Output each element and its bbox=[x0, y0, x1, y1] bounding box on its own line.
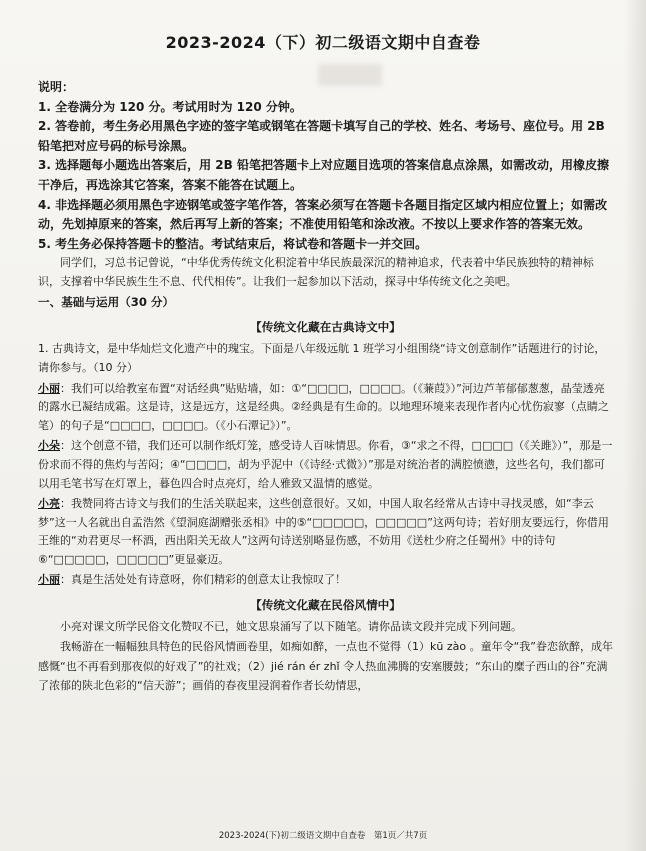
speaker-name: 小朵 bbox=[38, 439, 60, 453]
dialogue-text: ：真是生活处处有诗意呀，你们精彩的创意太让我惊叹了！ bbox=[60, 573, 346, 587]
question-1: 1. 古典诗文，是中华灿烂文化遗产中的瑰宝。下面是八年级远航 1 班学习小组围绕“诗文创意制作”话题进行的讨论，请你参与。（10 分） bbox=[38, 342, 606, 374]
intro-paragraph: 同学们，习总书记曾说，“中华优秀传统文化积淀着中华民族最深沉的精神追求，代表着中华民族独特的精神标识，支撑着中华民族生生不息、代代相传”。让我们一起参加以下活动，探寻中华传统文化之美吧。 bbox=[38, 256, 594, 288]
subsection-folk-heading: 【传统文化藏在民俗风情中】 bbox=[250, 598, 401, 613]
speaker-name: 小丽 bbox=[38, 381, 60, 395]
dialogue-text: ：我赞同将古诗文与我们的生活关联起来，这些创意很好。又如，中国人取名经常从古诗中寻找灵感，如“李云梦”这一人名就出自孟浩然《望洞庭湖赠张丞相》中的⑤“□□□□□，□□□□□”这两句诗；若好朋友要远行，你借用王维的“劝君更尽一杯酒，西出阳关无故人”这两句诗送别略显伤感，不妨用《送杜少府之任蜀州》中的诗句⑥“□□□□□，□□□□□”更显豪迈。 bbox=[38, 497, 609, 566]
note-item-2: 2. 答卷前，考生务必用黑色字迹的签字笔或钢笔在答题卡填写自己的学校、姓名、考场号、座位号。用 2B 铅笔把对应号码的标号涂黑。 bbox=[38, 119, 605, 153]
page-footer: 2023-2024(下)初二级语文期中自查卷 第1页／共7页 bbox=[218, 831, 428, 841]
page-edge-shadow bbox=[624, 0, 646, 851]
dialogue-line-3 bbox=[38, 495, 613, 569]
section-1-heading: 一、基础与运用（30 分） bbox=[38, 294, 175, 309]
note-item-1: 1. 全卷满分为 120 分。考试用时为 120 分钟。 bbox=[38, 99, 302, 114]
note-item-3: 3. 选择题每小题选出答案后，用 2B 铅笔把答题卡上对应题目选项的答案信息点涂黑，如需改动，用橡皮擦干净后，再选涂其它答案，答案不能答在试题上。 bbox=[38, 158, 609, 192]
essay-paragraph: 我畅游在一幅幅独具特色的民俗风情画卷里，如痴如醉，一点也不觉得（1）kū zào 。童年令“我”眷恋欲醉，成年感慨“也不再看到那夜似的好戏了”的社戏；（2）jié rán ér zhǐ 令人热血沸腾的安塞腰鼓；“东山的糜子西山的谷”充满了浓郁的陕北色彩的“信天游”；画俏的春夜里浸润着作者长幼情思， bbox=[38, 640, 613, 693]
note-item-4: 4. 非选择题必须用黑色字迹钢笔或签字笔作答，答案必须写在答题卡各题目指定区域内相应位置上；如需改动，先划掉原来的答案，然后再写上新的答案；不准使用铅笔和涂改液。不按以上要求作答的答案无效。 bbox=[38, 197, 608, 232]
dialogue-text: ：这个创意不错，我们还可以制作纸灯笼，感受诗人百味情思。你看，③“求之不得，□□□□（《关雎》）”，那是一份求而不得的焦灼与苦闷；④“□□□□，胡为乎泥中（《诗经·式微》）”那是对统治者的满腔愤懑，这些名句，我们都可以用毛笔书写在灯罩上，暮色四合时点亮灯，给人雅致又温情的感觉。 bbox=[38, 439, 613, 490]
notes-label: 说明： bbox=[38, 80, 75, 94]
subsection-poetry-heading: 【传统文化藏在古典诗文中】 bbox=[250, 319, 401, 334]
note-item-5: 5. 考生务必保持答题卡的整洁。考试结束后，将试卷和答题卡一并交回。 bbox=[38, 236, 428, 251]
dialogue-line-4 bbox=[38, 571, 613, 590]
speaker-name: 小亮 bbox=[38, 497, 60, 511]
dialogue-line-1 bbox=[38, 380, 613, 436]
exam-content bbox=[38, 78, 613, 696]
question-2: 小亮对课文所学民俗文化赞叹不已，她文思泉涌写了以下随笔。请你品读文段并完成下列问题。 bbox=[60, 620, 522, 634]
exam-title: 2023-2024（下）初二级语文期中自查卷 bbox=[165, 33, 481, 52]
speaker-name: 小丽 bbox=[38, 573, 60, 587]
dialogue-text: ：我们可以给教室布置“对话经典”贴贴墙，如：①“□□□□，□□□□。（《蒹葭》）”河边芦苇郁郁葱葱，晶莹透亮的露水已凝结成霜。这是诗，这是远方，这是经典。②经典是有生命的。以地理环境来表现作者内心忧伤寂寥（点睛之笔）的句子是“□□□□，□□□□。（《小石潭记》）”。 bbox=[38, 381, 609, 432]
dialogue-line-2 bbox=[38, 437, 613, 493]
